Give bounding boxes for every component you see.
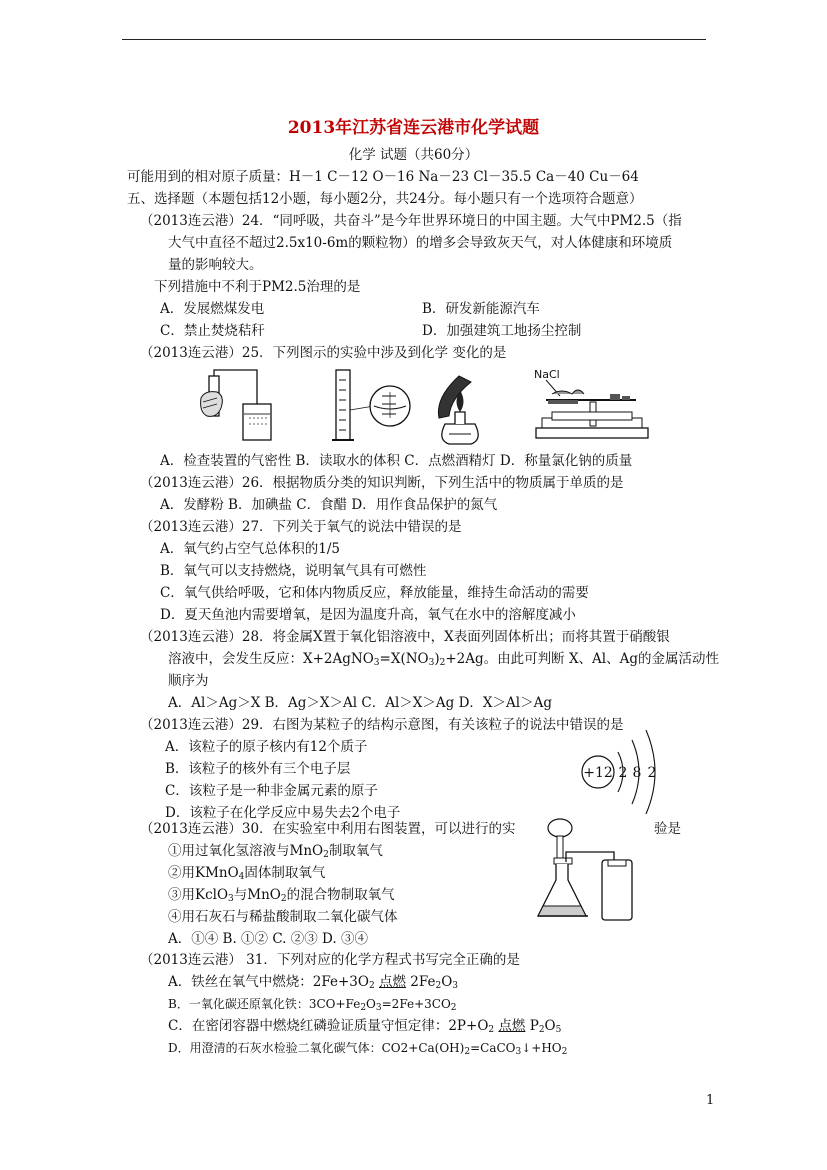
header-rule bbox=[122, 39, 706, 40]
q30-item-4: ④用石灰石与稀盐酸制取二氧化碳气体 bbox=[168, 909, 398, 925]
page-title: 2013年江苏省连云港市化学试题 bbox=[287, 118, 540, 138]
q26-options: A．发酵粉 B．加碘盐 C．食醋 D．用作食品保护的氮气 bbox=[160, 497, 498, 513]
nucleus-charge: +12 bbox=[583, 765, 613, 781]
read-water-volume-illustration bbox=[330, 366, 430, 446]
q28-options: A．Al＞Ag＞X B．Ag＞X＞Al C．Al＞X＞Ag D．X＞Al＞Ag bbox=[168, 695, 552, 711]
shell-1-count: 2 bbox=[618, 765, 628, 781]
q24-option-b: B．研发新能源汽车 bbox=[422, 301, 540, 317]
q29-option-c: C．该粒子是一种非金属元素的原子 bbox=[165, 783, 378, 799]
q30-line-1: （2013连云港）30．在实验室中利用右图装置，可以进行的实 bbox=[140, 821, 516, 837]
q24-option-c: C．禁止焚烧秸秆 bbox=[160, 323, 265, 339]
atomic-masses: 可能用到的相对原子质量：H－1 C－12 O－16 Na－23 Cl－35.5 Ca－40 Cu－64 bbox=[127, 169, 639, 185]
shell-2-count: 8 bbox=[632, 765, 642, 781]
q30-options: A．①④ B. ①② C. ②③ D. ③④ bbox=[168, 931, 368, 947]
q27-option-a: A．氧气约占空气总体积的1/5 bbox=[160, 541, 340, 557]
airtight-check-illustration bbox=[195, 368, 280, 448]
nacl-label: NaCl bbox=[534, 368, 560, 381]
q24-line-1: （2013连云港）24．“同呼吸，共奋斗”是今年世界环境日的中国主题。大气中PM2.5（指 bbox=[140, 213, 682, 229]
shell-3-count: 2 bbox=[647, 765, 657, 781]
q27-option-b: B．氧气可以支持燃烧，说明氧气具有可燃性 bbox=[160, 563, 427, 579]
section-header: 五、选择题（本题包括12小题，每小题2分，共24分。每小题只有一个选项符合题意） bbox=[127, 191, 643, 207]
q27-option-c: C．氧气供给呼吸，它和体内物质反应，释放能量，维持生命活动的需要 bbox=[160, 585, 589, 601]
q29-line-1: （2013连云港）29．右图为某粒子的结构示意图，有关该粒子的说法中错误的是 bbox=[140, 717, 624, 733]
q31-option-c: C．在密闭容器中燃烧红磷验证质量守恒定律：$2P+O_2$ 点燃 $P_2O_5$ bbox=[168, 1018, 562, 1035]
q28-line-1: （2013连云港）28．将金属X置于氧化铝溶液中，X表面列固体析出；而将其置于硝酸银 bbox=[140, 629, 670, 645]
q31-option-a: A．铁丝在氧气中燃烧：$2Fe+3O_2$ 点燃 $2Fe_2O_3$ bbox=[168, 974, 459, 991]
q27-option-d: D．夏天鱼池内需要增氧，是因为温度升高，氧气在水中的溶解度减小 bbox=[160, 607, 576, 623]
q25-options: A．检查装置的气密性 B．读取水的体积 C．点燃酒精灯 D．称量氯化钠的质量 bbox=[160, 453, 633, 469]
q30-line-1-end: 验是 bbox=[654, 821, 681, 837]
q28-line-2: 溶液中，会发生反应：$X+2AgNO_3=X(NO_3)_2+2Ag$。由此可判断 X、Al、Ag的金属活动性 bbox=[168, 651, 720, 668]
particle-structure-diagram bbox=[576, 730, 676, 814]
q24-option-a: A．发展燃煤发电 bbox=[160, 301, 265, 317]
q29-option-b: B．该粒子的核外有三个电子层 bbox=[165, 761, 351, 777]
q30-item-1: ①用过氧化氢溶液与MnO$_2$制取氧气 bbox=[168, 843, 383, 860]
page-number: 1 bbox=[706, 1093, 715, 1108]
q24-option-d: D．加强建筑工地扬尘控制 bbox=[422, 323, 582, 339]
q31-option-d: D．用澄清的石灰水检验二氧化碳气体：$CO2+Ca(OH)_2=CaCO_3↓+HO_2$ bbox=[168, 1041, 568, 1057]
q31-option-b: B．一氧化碳还原氧化铁：$3CO+Fe_2O_3=2Fe+3CO_2$ bbox=[168, 997, 457, 1013]
alcohol-lamp-illustration bbox=[425, 368, 495, 448]
q29-option-a: A．该粒子的原子核内有12个质子 bbox=[165, 739, 368, 755]
q30-item-2: ②用KMnO$_4$固体制取氧气 bbox=[168, 865, 326, 882]
q27-line-1: （2013连云港）27．下列关于氧气的说法中错误的是 bbox=[140, 519, 462, 535]
q28-line-3: 顺序为 bbox=[168, 673, 209, 689]
exam-subtitle: 化学 试题（共60分） bbox=[348, 147, 479, 163]
weighing-nacl-illustration bbox=[532, 366, 652, 446]
q30-item-3: ③用KclO$_3$与MnO$_2$的混合物制取氧气 bbox=[168, 887, 395, 904]
q26-line-1: （2013连云港）26．根据物质分类的知识判断，下列生活中的物质属于单质的是 bbox=[140, 475, 624, 491]
q29-option-d: D．该粒子在化学反应中易失去2个电子 bbox=[165, 805, 401, 821]
q24-line-2: 大气中直径不超过2.5x10-6m的颗粒物）的增多会导致灰天气，对人体健康和环境质 bbox=[168, 235, 673, 251]
q25-line-1: （2013连云港）25．下列图示的实验中涉及到化学 变化的是 bbox=[140, 345, 507, 361]
q24-line-3: 量的影响较大。 bbox=[168, 257, 263, 273]
gas-generation-apparatus bbox=[530, 818, 640, 928]
q31-line-1: （2013连云港） 31．下列对应的化学方程式书写完全正确的是 bbox=[140, 952, 520, 968]
q24-line-4: 下列措施中不利于PM2.5治理的是 bbox=[154, 279, 361, 295]
